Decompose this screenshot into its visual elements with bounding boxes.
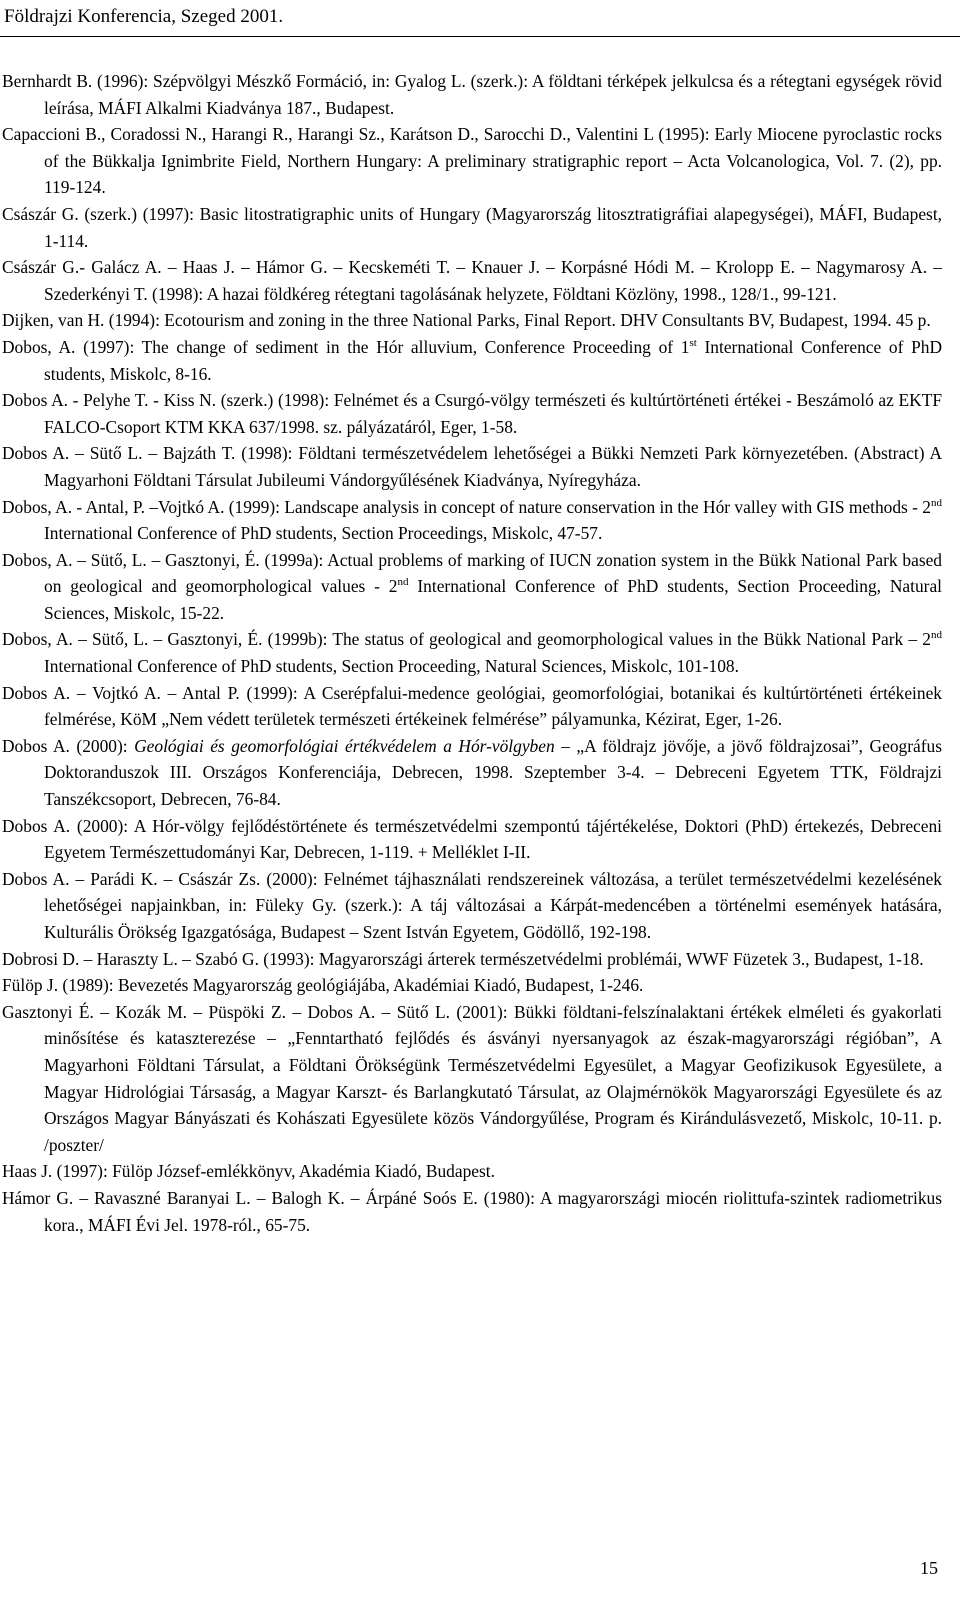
reference-text: International Conference of PhD students, Section Proceeding, Natural Sciences, Miskolc, 101-108. xyxy=(44,656,739,677)
reference-entry xyxy=(2,547,942,627)
superscript: nd xyxy=(931,629,942,642)
reference-text: International Conference of PhD students, Miskolc, 8-16. xyxy=(44,336,943,384)
reference-text: Dobos A. – Sütő L. – Bajzáth T. (1998): Földtani természetvédelem lehetőségei a Bükki Nemzeti Park környezetében. (Abstract) A Magyarhoni Földtani Társulat Jubileumi Vándorgyűlésének Kiadványa, Nyíregyháza. xyxy=(2,443,942,490)
reference-text: Gasztonyi É. – Kozák M. – Püspöki Z. – Dobos A. – Sütő L. (2001): Bükki földtani-felszínalaktani értékek elméleti és gyakorlati minősítése és kataszterezése – „Fenntartható fejlődés és ásványi nyersanyagok az észak-magyarországi régióban”, A Magyarhoni Földtani Társulat, a Földtani Örökségünk Természetvédelmi Egyesület, a Magyar Geofizikusok Egyesülete, a Magyar Hidrológiai Társaság, a Magyar Karszt- és Barlangkutató Társulat, az Olajmérnökök Magyarországi Egyesülete és az Országos Magyar Bányászati és Kohászati Egyesülete közös Vándorgyűlése, Program és Kirándulásvezető, Miskolc, 10-11. p. /poszter/ xyxy=(2,1001,942,1155)
reference-entry xyxy=(2,387,942,440)
reference-entry xyxy=(2,733,942,813)
reference-text: Dobos, A. (1997): The change of sediment in the Hór alluvium, Conference Proceeding of 1 xyxy=(2,336,690,357)
reference-entry xyxy=(2,626,942,679)
page-number: 15 xyxy=(920,1558,938,1578)
reference-entry xyxy=(2,68,942,121)
reference-entry xyxy=(2,494,942,547)
reference-entry xyxy=(2,1185,942,1238)
reference-text: Dobos A. - Pelyhe T. - Kiss N. (szerk.) (1998): Felnémet és a Csurgó-völgy természeti és kultúrtörténeti értékei - Beszámoló az EKTF FALCO-Csoport KTM KKA 637/1998. sz. pályázatáról, Eger, 1-58. xyxy=(2,390,942,437)
reference-text: Dobos, A. – Sütő, L. – Gasztonyi, É. (1999a): Actual problems of marking of IUCN zonation system in the Bükk National Park based on geological and geomorphological values - 2 xyxy=(2,549,942,597)
reference-text: – „A földrajz jövője, a jövő földrajzosai”, Geográfus Doktoranduszok III. Országos Konferenciája, Debrecen, 1998. Szeptember 3-4. – Debreceni Egyetem TTK, Földrajzi Tanszékcsoport, Debrecen, 76-84. xyxy=(44,735,942,810)
reference-text: Capaccioni B., Coradossi N., Harangi R., Harangi Sz., Karátson D., Sarocchi D., Valentini L (1995): Early Miocene pyroclastic rocks of the Bükkalja Ignimbrite Field, Northern Hungary: A preliminary stratigraphic report – Acta Volcanologica, Vol. 7. (2), pp. 119-124. xyxy=(2,124,942,198)
reference-entry xyxy=(2,121,942,201)
reference-list xyxy=(2,68,942,1238)
reference-text: Dobos A. – Vojtkó A. – Antal P. (1999): A Cserépfalui-medence geológiai, geomorfológiai, botanikai és kultúrtörténeti értékeinek felmérése, KöM „Nem védett területek természeti értékeinek felmérése” pályamunka, Kézirat, Eger, 1-26. xyxy=(2,682,942,730)
reference-entry xyxy=(2,813,942,866)
reference-entry xyxy=(2,201,942,254)
reference-entry xyxy=(2,440,942,493)
reference-text: Dobos A. – Parádi K. – Császár Zs. (2000): Felnémet tájhasználati rendszereinek változása, a terület természetvédelmi kezelésének lehetőségei napjainkban, in: Füleky Gy. (szerk.): A táj változásai a Kárpát-medencében a történelmi események hatására, Kulturális Örökség Igazgatósága, Budapest – Szent István Egyetem, Gödöllő, 192-198. xyxy=(2,868,942,942)
superscript: nd xyxy=(931,496,942,509)
reference-text: Császár G. (szerk.) (1997): Basic litostratigraphic units of Hungary (Magyarország litosztratigráfiai alapegységei), MÁFI, Budapest, 1-114. xyxy=(2,203,942,251)
superscript: nd xyxy=(397,576,409,589)
superscript: st xyxy=(689,336,697,349)
reference-entry xyxy=(2,972,942,999)
reference-text: Hámor G. – Ravaszné Baranyai L. – Balogh K. – Árpáné Soós E. (1980): A magyarországi miocén riolittufa-szintek radiometrikus kora., MÁFI Évi Jel. 1978-ról., 65-75. xyxy=(2,1187,942,1235)
reference-text: Dobos, A. – Sütő, L. – Gasztonyi, É. (1999b): The status of geological and geomorphological values in the Bükk National Park – 2 xyxy=(2,629,931,650)
reference-text: Haas J. (1997): Fülöp József-emlékkönyv, Akadémia Kiadó, Budapest. xyxy=(2,1161,495,1182)
header-rule xyxy=(0,36,960,37)
header-title: Földrajzi Konferencia, Szeged 2001. xyxy=(4,6,284,27)
reference-entry xyxy=(2,334,942,387)
reference-entry xyxy=(2,680,942,733)
reference-text: Dijken, van H. (1994): Ecotourism and zoning in the three National Parks, Final Report. DHV Consultants BV, Budapest, 1994. 45 p. xyxy=(2,310,931,331)
running-header xyxy=(0,4,960,38)
reference-entry xyxy=(2,866,942,946)
reference-entry xyxy=(2,307,942,334)
reference-text: Dobrosi D. – Haraszty L. – Szabó G. (1993): Magyarországi árterek természetvédelmi problémái, WWF Füzetek 3., Budapest, 1-18. xyxy=(2,948,924,969)
italic-title: Geológiai és geomorfológiai értékvédelem a Hór-völgyben xyxy=(134,735,555,756)
reference-text: Dobos, A. - Antal, P. –Vojtkó A. (1999): Landscape analysis in concept of nature conservation in the Hór valley with GIS methods - 2 xyxy=(2,496,931,517)
reference-text: Bernhardt B. (1996): Szépvölgyi Mészkő Formáció, in: Gyalog L. (szerk.): A földtani térképek jelkulcsa és a rétegtani egységek rövid leírása, MÁFI Alkalmi Kiadványa 187., Budapest. xyxy=(2,71,942,118)
reference-text: International Conference of PhD students, Section Proceeding, Natural Sciences, Miskolc, 15-22. xyxy=(44,576,942,623)
reference-entry xyxy=(2,1158,942,1185)
reference-text: International Conference of PhD students, Section Proceedings, Miskolc, 47-57. xyxy=(44,523,603,544)
reference-entry xyxy=(2,946,942,973)
reference-text: Dobos A. (2000): xyxy=(2,735,135,756)
reference-entry xyxy=(2,999,942,1159)
reference-entry xyxy=(2,254,942,307)
reference-text: Császár G.- Galácz A. – Haas J. – Hámor G. – Kecskeméti T. – Knauer J. – Korpásné Hódi M. – Krolopp E. – Nagymarosy A. – Szederkényi T. (1998): A hazai földkéreg rétegtani tagolásának helyzete, Földtani Közlöny, 1998., 128/1., 99-121. xyxy=(2,257,942,304)
reference-text: Dobos A. (2000): A Hór-völgy fejlődéstörténete és természetvédelmi szempontú tájértékelése, Doktori (PhD) értekezés, Debreceni Egyetem Természettudományi Kar, Debrecen, 1-119. + Melléklet I-II. xyxy=(2,815,942,863)
reference-text: Fülöp J. (1989): Bevezetés Magyarország geológiájába, Akadémiai Kiadó, Budapest, 1-246. xyxy=(2,975,644,996)
